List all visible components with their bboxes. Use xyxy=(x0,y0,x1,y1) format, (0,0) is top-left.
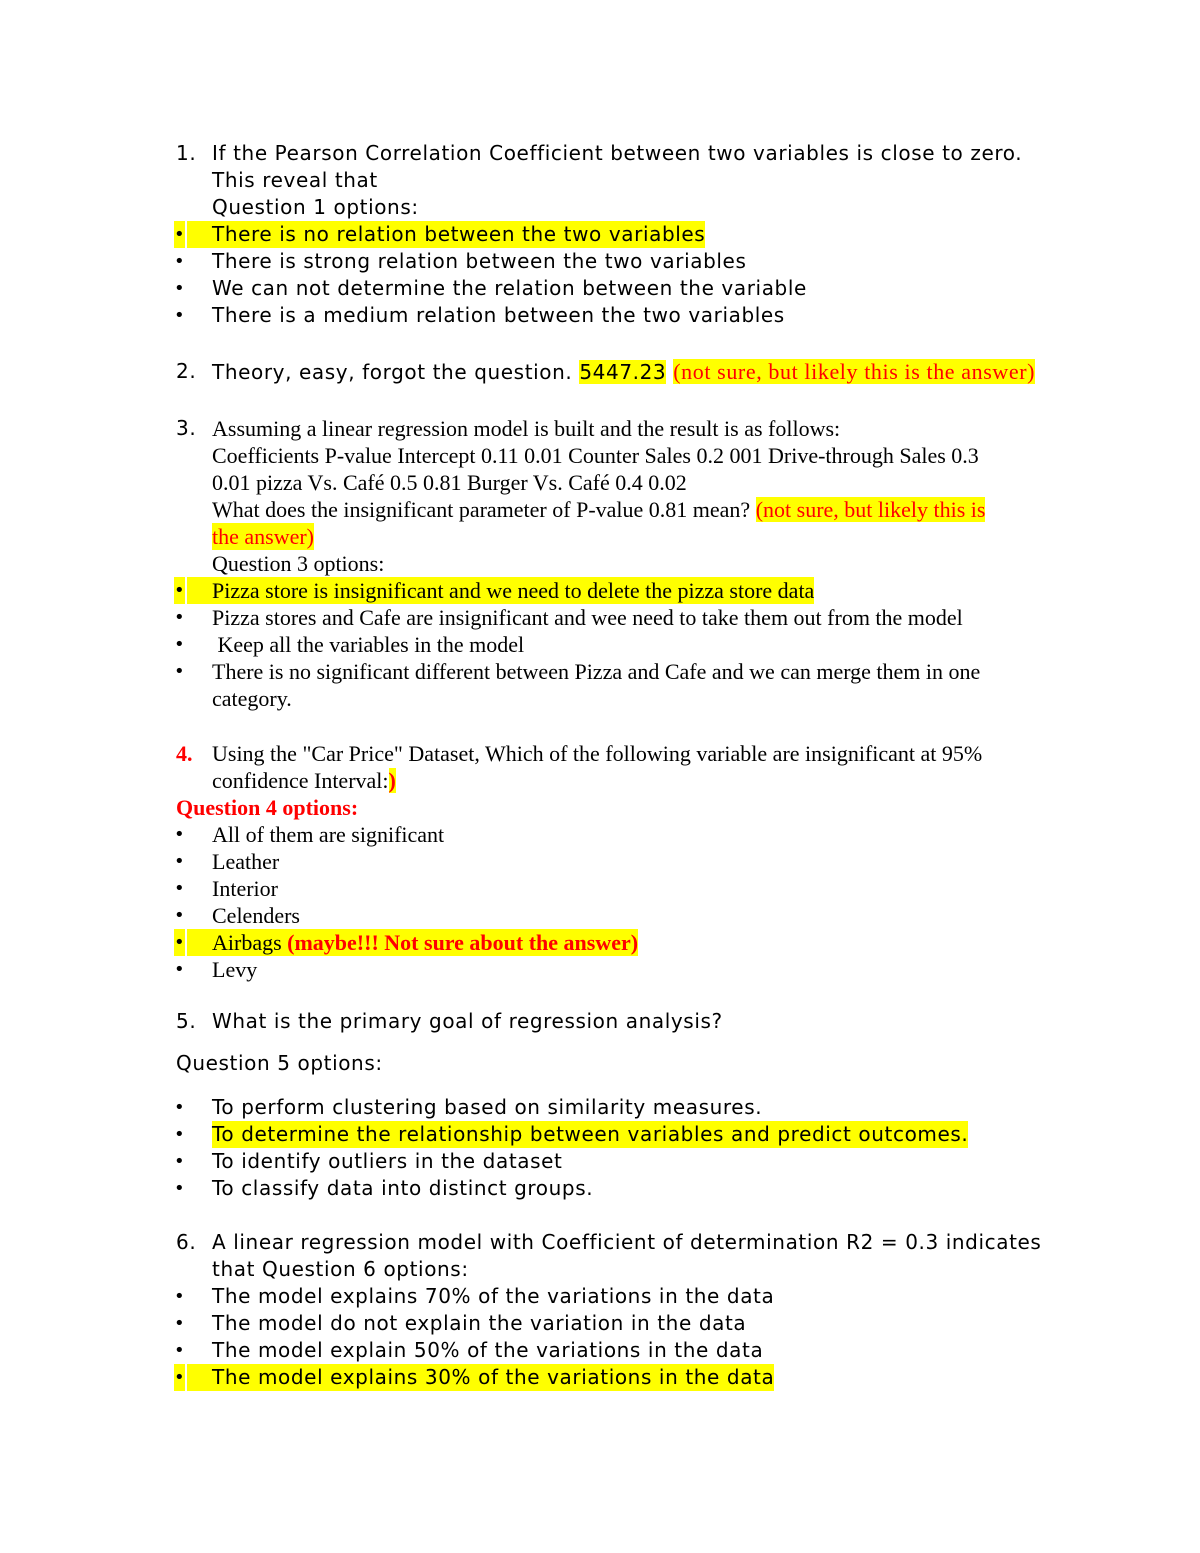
q5-text: What is the primary goal of regression analysis? xyxy=(212,1009,723,1033)
q6-option xyxy=(0,1310,1200,1337)
bullet-icon: • xyxy=(174,905,185,926)
q5-option xyxy=(0,1121,1200,1148)
q3-option xyxy=(0,658,1200,685)
bullet-icon: • xyxy=(174,1340,186,1361)
bullet-icon: • xyxy=(174,607,185,628)
bullet-icon: • xyxy=(174,1124,186,1145)
q4-paren: ) xyxy=(388,768,396,793)
q1-text-line2: This reveal that xyxy=(212,168,378,192)
q1-text-line1: If the Pearson Correlation Coefficient between two variables is close to zero. xyxy=(212,141,1023,165)
q5-number: 5. xyxy=(176,1009,197,1033)
q3-option-text: Pizza store is insignificant and we need to delete the pizza store data xyxy=(187,577,814,604)
q1-option xyxy=(0,221,1200,248)
q3-text-line1: Assuming a linear regression model is built and the result is as follows: xyxy=(212,416,841,441)
q1-option-text: There is strong relation between the two variables xyxy=(212,249,747,273)
bullet-icon: • xyxy=(174,1097,186,1118)
q6-line1 xyxy=(0,1229,1200,1256)
bullet-icon: • xyxy=(174,577,185,604)
q4-text-line2-wrap xyxy=(212,767,396,794)
q3-line4 xyxy=(0,496,1200,523)
q6-option xyxy=(0,1283,1200,1310)
q5-option xyxy=(0,1094,1200,1121)
q1-option xyxy=(0,275,1200,302)
q3-line3 xyxy=(0,469,1200,496)
q3-text-line4: What does the insignificant parameter of P-value 0.81 mean? xyxy=(212,497,751,522)
q4-airbags-note: (maybe!!! Not sure about the answer) xyxy=(287,930,639,955)
q4-option-text: Interior xyxy=(212,876,278,901)
q6-line2 xyxy=(0,1256,1200,1283)
q4-option xyxy=(0,902,1200,929)
q4-option xyxy=(0,848,1200,875)
q5-options-label-row xyxy=(0,1050,1200,1077)
q3-number: 3. xyxy=(176,416,197,440)
q4-option xyxy=(0,929,1200,956)
q4-option-text: Leather xyxy=(212,849,280,874)
q4-line2 xyxy=(0,767,1200,794)
q4-option xyxy=(0,956,1200,983)
q3-option xyxy=(0,631,1200,658)
q3-line5 xyxy=(0,523,1200,550)
q3-option xyxy=(0,577,1200,604)
q1-option xyxy=(0,302,1200,329)
q6-text-line1: A linear regression model with Coefficient of determination R2 = 0.3 indicates xyxy=(212,1230,1042,1254)
q1-options-label-row xyxy=(0,194,1200,221)
q5-options-label: Question 5 options: xyxy=(176,1051,383,1075)
q4-option-text: Airbags xyxy=(212,930,282,955)
q1-option-text: There is a medium relation between the two variables xyxy=(212,303,785,327)
q5-line xyxy=(0,1008,1200,1035)
q3-note-part1: (not sure, but likely this is xyxy=(755,497,986,522)
q3-option-text: Keep all the variables in the model xyxy=(212,632,525,657)
bullet-icon: • xyxy=(174,959,185,980)
q6-option-text: The model do not explain the variation in the data xyxy=(212,1311,747,1335)
q3-options-label-row xyxy=(0,550,1200,577)
bullet-icon: • xyxy=(174,1313,186,1334)
q3-text-line4-wrap xyxy=(212,496,985,523)
q4-options-label: Question 4 options: xyxy=(176,795,359,820)
bullet-icon: • xyxy=(174,661,185,682)
bullet-icon: • xyxy=(174,278,186,299)
q2-text: Theory, easy, forgot the question. xyxy=(212,360,573,384)
q3-options-label: Question 3 options: xyxy=(212,551,385,576)
q4-option-text: All of them are significant xyxy=(212,822,445,847)
q3-option-text: There is no significant different between Pizza and Cafe and we can merge them in one xyxy=(212,659,981,684)
q6-option-text: The model explain 50% of the variations in the data xyxy=(212,1338,764,1362)
q5-option-text: To determine the relationship between variables and predict outcomes. xyxy=(212,1122,969,1146)
q3-line1 xyxy=(0,415,1200,442)
q3-text-line3: 0.01 pizza Vs. Café 0.5 0.81 Burger Vs. Café 0.4 0.02 xyxy=(212,470,687,495)
q3-option-continuation xyxy=(0,685,1200,712)
q6-option xyxy=(0,1364,1200,1391)
bullet-icon: • xyxy=(174,1178,186,1199)
q4-option xyxy=(0,821,1200,848)
q3-option-text: Pizza stores and Cafe are insignificant and wee need to take them out from the model xyxy=(212,605,963,630)
q3-text-line2: Coefficients P-value Intercept 0.11 0.01 Counter Sales 0.2 001 Drive-through Sales 0.3 xyxy=(212,443,979,468)
q1-line2 xyxy=(0,167,1200,194)
bullet-icon: • xyxy=(174,221,185,248)
q4-option-text-wrap xyxy=(187,929,638,956)
bullet-icon: • xyxy=(174,824,185,845)
q2-line xyxy=(0,358,1200,385)
q4-number: 4. xyxy=(176,741,193,766)
bullet-icon: • xyxy=(174,1364,185,1391)
bullet-icon: • xyxy=(174,851,185,872)
q6-option xyxy=(0,1337,1200,1364)
q6-text-line2: that Question 6 options: xyxy=(212,1257,469,1281)
q3-note-part2: the answer) xyxy=(212,524,315,549)
q1-option-text: There is no relation between the two variables xyxy=(187,221,705,248)
bullet-icon: • xyxy=(174,305,186,326)
q4-text-line1: Using the "Car Price" Dataset, Which of the following variable are insignificant at 95% xyxy=(212,741,983,766)
bullet-icon: • xyxy=(174,251,186,272)
q4-option xyxy=(0,875,1200,902)
q5-option xyxy=(0,1148,1200,1175)
bullet-icon: • xyxy=(174,1286,186,1307)
q1-number: 1. xyxy=(176,141,197,165)
q3-line2 xyxy=(0,442,1200,469)
q2-content xyxy=(212,358,1035,386)
q4-option-text: Levy xyxy=(212,957,258,982)
bullet-icon: • xyxy=(174,634,185,655)
q5-option-text: To identify outliers in the dataset xyxy=(212,1149,563,1173)
q4-option-text: Celenders xyxy=(212,903,300,928)
q6-option-text: The model explains 70% of the variations in the data xyxy=(212,1284,775,1308)
bullet-icon: • xyxy=(174,1151,186,1172)
q4-options-label-row xyxy=(0,794,1200,821)
q6-option-text: The model explains 30% of the variations in the data xyxy=(187,1364,774,1391)
q5-option-text: To perform clustering based on similarity measures. xyxy=(212,1095,763,1119)
q3-option-text: category. xyxy=(212,686,292,711)
q2-number: 2. xyxy=(176,359,197,383)
q1-line1 xyxy=(0,140,1200,167)
q1-options-label: Question 1 options: xyxy=(212,195,419,219)
bullet-icon: • xyxy=(174,878,185,899)
q5-option xyxy=(0,1175,1200,1202)
q3-option xyxy=(0,604,1200,631)
q4-line1 xyxy=(0,740,1200,767)
q1-option xyxy=(0,248,1200,275)
q5-option-text: To classify data into distinct groups. xyxy=(212,1176,594,1200)
q1-option-text: We can not determine the relation between the variable xyxy=(212,276,807,300)
bullet-icon: • xyxy=(174,929,185,956)
q4-text-line2: confidence Interval: xyxy=(212,768,389,793)
q2-note: (not sure, but likely this is the answer) xyxy=(673,359,1036,384)
q6-number: 6. xyxy=(176,1230,197,1254)
q2-answer: 5447.23 xyxy=(579,360,667,384)
